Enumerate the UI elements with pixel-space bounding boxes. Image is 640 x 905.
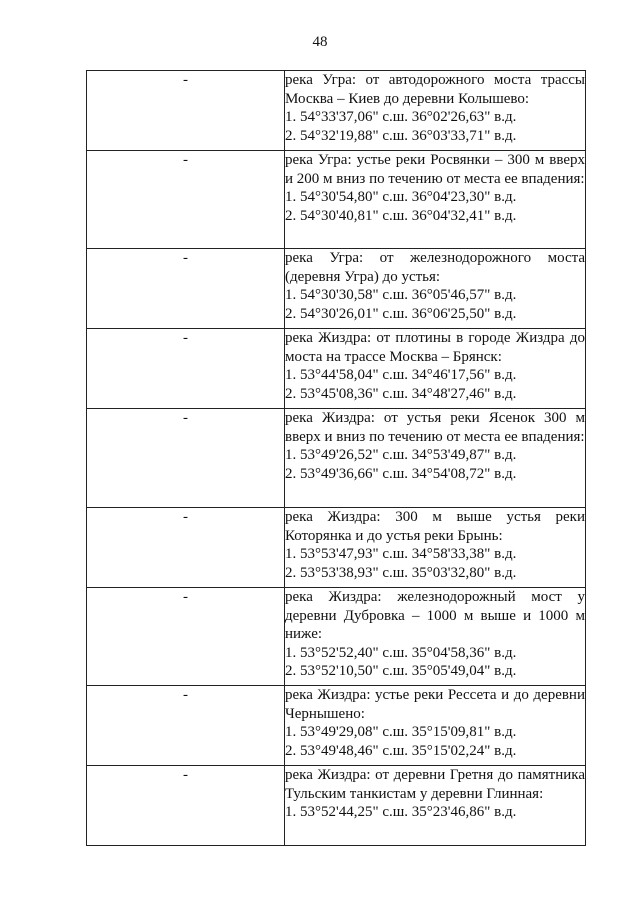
coordinate-line: 2. 54°32'19,88" с.ш. 36°03'33,71" в.д.	[285, 127, 517, 144]
coordinate-line: 2. 53°52'10,50" с.ш. 35°05'49,04" в.д.	[285, 663, 517, 679]
row-marker: -	[87, 588, 285, 686]
table-row	[87, 249, 586, 329]
coordinate-line: 2. 53°53'38,93" с.ш. 35°03'32,80" в.д.	[285, 564, 517, 581]
table-row	[87, 588, 586, 686]
row-marker: -	[87, 329, 285, 409]
coordinate-line: 1. 53°44'58,04" с.ш. 34°46'17,56" в.д.	[285, 367, 517, 383]
page-number: 48	[312, 34, 328, 50]
coordinate-line: 1. 54°33'37,06" с.ш. 36°02'26,63" в.д.	[285, 109, 517, 125]
row-description: река Жиздра: устье реки Рессета и до деревни Чернышено:	[285, 687, 585, 722]
row-content	[285, 71, 586, 151]
row-content	[285, 249, 586, 329]
table-row	[87, 151, 586, 249]
row-description: река Жиздра: 300 м выше устья реки Которянка и до устья реки Брынь:	[285, 509, 585, 544]
row-content	[285, 151, 586, 249]
row-description: река Жиздра: от устья реки Ясенок 300 м вверх и вниз по течению от места ее впадения:	[285, 410, 585, 445]
row-description: река Угра: от автодорожного моста трассы Москва – Киев до деревни Колышево:	[285, 72, 585, 107]
table-row	[87, 71, 586, 151]
row-marker: -	[87, 249, 285, 329]
row-description: река Угра: от железнодорожного моста (деревня Угра) до устья:	[285, 250, 585, 285]
row-content	[285, 329, 586, 409]
table-row	[87, 508, 586, 588]
coordinate-line: 1. 54°30'54,80" с.ш. 36°04'23,30" в.д.	[285, 189, 517, 205]
coordinate-line: 1. 53°49'26,52" с.ш. 34°53'49,87" в.д.	[285, 447, 517, 463]
coordinate-line: 1. 53°52'52,40" с.ш. 35°04'58,36" в.д.	[285, 644, 517, 661]
document-table	[86, 70, 586, 846]
row-content	[285, 766, 586, 846]
coordinate-line: 2. 53°49'36,66" с.ш. 34°54'08,72" в.д.	[285, 465, 517, 482]
coordinate-line: 2. 53°45'08,36" с.ш. 34°48'27,46" в.д.	[285, 385, 517, 402]
row-description: река Жиздра: от деревни Гретня до памятника Тульским танкистам у деревни Глинная:	[285, 767, 585, 802]
row-marker: -	[87, 766, 285, 846]
table-row	[87, 686, 586, 766]
row-content	[285, 508, 586, 588]
row-content	[285, 588, 586, 686]
coordinate-line: 1. 53°53'47,93" с.ш. 34°58'33,38" в.д.	[285, 546, 517, 562]
coordinate-line: 2. 54°30'26,01" с.ш. 36°06'25,50" в.д.	[285, 305, 517, 322]
table-row	[87, 409, 586, 508]
coordinate-line: 1. 54°30'30,58" с.ш. 36°05'46,57" в.д.	[285, 287, 517, 303]
row-marker: -	[87, 686, 285, 766]
table-row	[87, 329, 586, 409]
row-marker: -	[87, 508, 285, 588]
row-description: река Жиздра: железнодорожный мост у деревни Дубровка – 1000 м выше и 1000 м ниже:	[285, 589, 585, 642]
row-content	[285, 686, 586, 766]
row-marker: -	[87, 409, 285, 508]
coordinate-line: 2. 54°30'40,81" с.ш. 36°04'32,41" в.д.	[285, 207, 517, 224]
table-row	[87, 766, 586, 846]
row-description: река Жиздра: от плотины в городе Жиздра до моста на трассе Москва – Брянск:	[285, 330, 585, 365]
row-marker: -	[87, 151, 285, 249]
row-description: река Угра: устье реки Росвянки – 300 м вверх и 200 м вниз по течению от места ее впадения:	[285, 152, 585, 187]
coordinate-line: 1. 53°52'44,25" с.ш. 35°23'46,86" в.д.	[285, 804, 517, 820]
coordinate-line: 1. 53°49'29,08" с.ш. 35°15'09,81" в.д.	[285, 724, 517, 740]
coordinate-line: 2. 53°49'48,46" с.ш. 35°15'02,24" в.д.	[285, 742, 517, 759]
row-content	[285, 409, 586, 508]
row-marker: -	[87, 71, 285, 151]
